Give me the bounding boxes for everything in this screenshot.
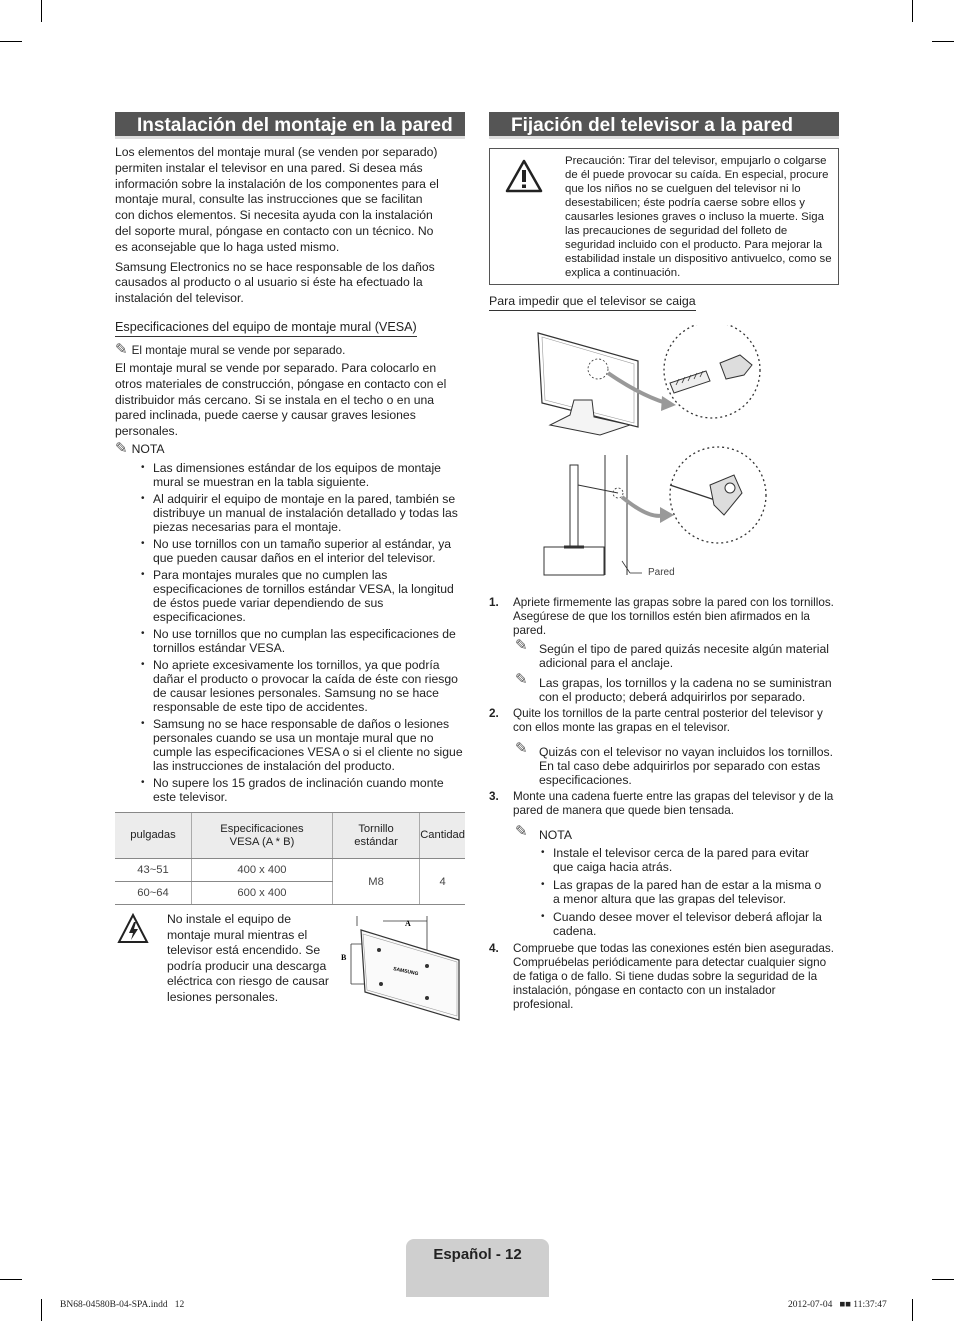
list-item: • No apriete excesivamente los tornillos, ya que podría dañar el producto o provocar la caída de éste con riesgo de causar lesiones personales. Samsung no se hace responsable de este tipo de accidentes. [141,657,458,714]
nota-label: NOTA [539,828,572,842]
list-item: • Las dimensiones estándar de los equipos de montaje mural se muestran en la tabla siguiente. [141,460,441,489]
step-text: Compruebe que todas las conexiones estén bien aseguradas. Compruébelas periódicamente para detectar cualquier signo de fatiga o de fallo. Si tiene dudas sobre la seguridad de la instalación, póngase en contacto con un instalador profesional. [513,942,834,1011]
tv-back-vesa-diagram [337,910,467,1022]
crop-mark [0,1279,22,1280]
step-item [489,707,839,735]
step-number: 2. [489,707,499,720]
step-item [489,596,839,638]
step-note [489,637,839,670]
table-cell: 43~51 [115,859,192,882]
note-text: Las grapas, los tornillos y la cadena no se suministran con el producto; deberá adquirirlos por separado. [539,676,832,704]
nota-bullets [139,461,465,804]
vesa-paragraph: El montaje mural se vende por separado. Para colocarlo en otros materiales de construcción, póngase en contacto con el distribuidor más cercano. Si se instala en el techo o en una pared inclinada, puede caerse y causar graves lesiones personales. [115,361,447,439]
crop-mark [0,41,22,42]
step-text: Monte una cadena fuerte entre las grapas del televisor y de la pared de manera que quede bien tensada. [513,790,834,817]
note-text: Quizás con el televisor no vayan incluidos los tornillos. En tal caso debe adquirirlos por separado con estas especificaciones. [539,745,833,787]
note-text: El montaje mural se vende por separado. [131,344,346,357]
table-row [115,859,465,882]
caution-label: Precaución [565,155,622,167]
wall-label: Pared [648,567,675,578]
list-item: • No supere los 15 grados de inclinación cuando monte este televisor. [141,775,444,804]
pencil-note-icon: ✎ [515,671,528,688]
caution-text [565,154,833,280]
table-cell: 600 x 400 [192,882,333,905]
crop-mark [912,0,913,22]
step-note [489,740,839,787]
dimension-a-label: A [405,919,411,928]
step-text: Apriete firmemente las grapas sobre la pared con los tornillos. Asegúrese de que los tornillos estén bien afirmados en la pared. [513,596,834,637]
list-item: • Para montajes murales que no cumplen las especificaciones de tornillos estándar VESA, la longitud de éstos puede variar dependiendo de sus especificaciones. [141,567,454,624]
page-number-tab: Español - 12 [406,1239,549,1297]
crop-mark [41,0,42,22]
table-header-row [115,813,465,859]
step-text: Quite los tornillos de la parte central posterior del televisor y con ellos monte las grapas en el televisor. [513,707,823,734]
pencil-note-icon: ✎ [515,740,528,757]
list-item: • No use tornillos que no cumplan las especificaciones de tornillos estándar VESA. [141,626,456,655]
list-item: • Las grapas de la pared han de estar a la misma o a menor altura que las grapas del televisor. [541,878,822,906]
footer-file-name: BN68-04580B-04-SPA.indd 12 [60,1300,185,1310]
list-item: • No use tornillos con un tamaño superior al estándar, ya que pueden causar daños en el interior del televisor. [141,536,452,565]
col-header: Especificaciones VESA (A * B) [192,813,333,859]
table-cell: 60~64 [115,882,192,905]
step-number: 3. [489,790,499,803]
step-note [489,671,839,704]
disclaimer-paragraph: Samsung Electronics no se hace responsable de los daños causados al producto o al usuario si éste ha efectuado la instalación del televisor. [115,259,435,306]
col-header: Cantidad [420,813,465,859]
table-cell: 4 [420,859,465,905]
pencil-note-icon: ✎ [515,637,528,654]
step-item [489,942,839,1012]
left-section-header: Instalación del montaje en la pared [115,112,465,139]
vesa-table [115,812,465,905]
intro-paragraph: Los elementos del montaje mural (se venden por separado) permiten instalar el televisor en una pared. Si desea más información sobre la instalación de los componentes para el montaje mural, consulte las instrucciones que se facilitan con dichos elementos. Si necesita ayuda con la instalación del soporte mural, póngase en contacto con un técnico. No es aconsejable que lo haga usted mismo. [115,145,439,254]
pencil-note-icon: ✎ [515,823,528,840]
caution-icon [505,159,543,193]
anti-tip-diagram [530,325,770,585]
dimension-b-label: B [341,953,347,962]
brand-label: SAMSUNG [392,966,419,978]
pencil-note-icon: ✎ [115,341,128,358]
note-text: Según el tipo de pared quizás necesite algún material adicional para el anclaje. [539,642,829,670]
crop-mark [932,41,954,42]
list-item: • Al adquirir el equipo de montaje en la pared, también se distribuye un manual de instalación detallado y todas las piezas necesarias para el montaje. [141,491,458,534]
pencil-note-icon: ✎ [115,439,128,457]
crop-mark [912,1299,913,1321]
crop-mark [932,1279,954,1280]
step-item [489,790,839,818]
steps-list [489,596,839,1012]
col-header: pulgadas [115,813,192,859]
electric-shock-warning-icon [117,913,149,945]
step3-bullets [539,846,829,938]
prevent-fall-subtitle: Para impedir que el televisor se caiga [489,294,696,311]
footer-timestamp: 2012-07-04 ■■ 11:37:47 [788,1300,887,1310]
list-item: • Instale el televisor cerca de la pared para evitar que caiga hacia atrás. [541,846,810,874]
step3-nota-heading [489,823,839,842]
col-header: Tornillo estándar [332,813,419,859]
electric-warning-text: No instale el equipo de montaje mural mientras el televisor está encendido. Se podría producir una descarga eléctrica con riesgo de causar lesiones personales. [167,912,329,1004]
caution-body: : Tirar del televisor, empujarlo o colgarse de él puede provocar su caída. En especial, procure que los niños no se cuelguen del televisor ni lo desestabilicen; éste podría caerse sobre ellos y causarles lesiones graves o incluso la muerte. Siga las precauciones de seguridad del folleto de seguridad incluido con el producto. Para mejorar la estabilidad instale un dispositivo antivuelco, como se explica a continuación. [565,155,832,279]
step-number: 4. [489,942,499,955]
vesa-section [115,318,465,807]
list-item: • Samsung no se hace responsable de daños o lesiones personales cuando se usa un montaje mural que no cumple las especificaciones VESA o si el cliente no sigue las instrucciones de instalación del producto. [141,716,463,773]
note-sold-separately [115,343,465,358]
nota-label: NOTA [131,441,165,456]
nota-heading [115,439,465,457]
vesa-subtitle: Especificaciones del equipo de montaje mural (VESA) [115,320,417,337]
table-cell: M8 [332,859,419,905]
right-section-header: Fijación del televisor a la pared [489,112,839,139]
table-cell: 400 x 400 [192,859,333,882]
crop-mark [41,1299,42,1321]
list-item: • Cuando desee mover el televisor deberá aflojar la cadena. [541,910,822,938]
caution-box [489,148,839,285]
left-intro [115,145,445,311]
step-number: 1. [489,596,499,609]
